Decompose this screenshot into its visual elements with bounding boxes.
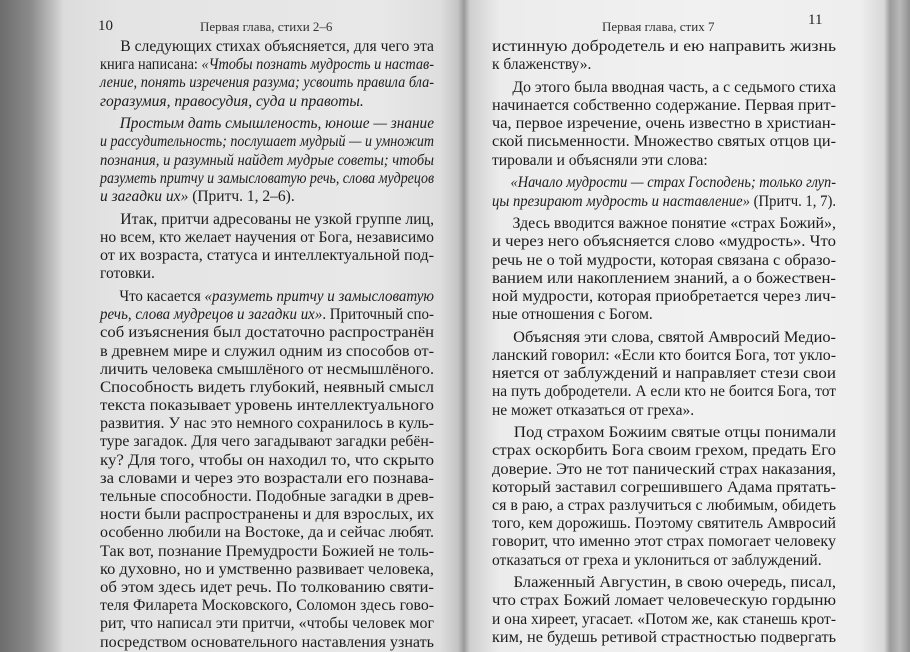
text-line	[100, 433, 434, 451]
text-line	[100, 615, 434, 633]
text-line	[492, 115, 836, 133]
text-line-content	[100, 361, 434, 379]
text-line-content	[100, 561, 434, 579]
italic-quote-segment: «Начало мудрости — страх Господень; только глуп-	[510, 174, 836, 192]
text-segment: теля Филарета Московского, Соломон здесь гово-	[100, 597, 434, 615]
text-segment: соб изъяснения был достаточно распространён	[100, 324, 434, 342]
text-line	[100, 470, 434, 488]
text-line	[100, 38, 434, 56]
text-segment: Так вот, познание Премудрости Божией не толь-	[100, 542, 434, 560]
italic-quote-segment: Простым дать смышленость, юноше — знание	[119, 115, 435, 133]
text-segment: на путь добродетели. А если кто не боится Бога, тот	[492, 383, 836, 401]
text-segment: особенно любили на Востоке, да и сейчас любят.	[100, 524, 434, 542]
text-line-content	[492, 592, 836, 610]
text-line-content	[492, 56, 591, 74]
text-line	[492, 79, 836, 97]
text-line-content	[100, 93, 364, 111]
text-line	[100, 152, 434, 170]
text-line-content	[100, 115, 434, 133]
page-text	[100, 38, 434, 652]
text-line-content	[100, 211, 434, 229]
text-line-content	[492, 611, 836, 629]
text-segment: ской письменности. Множество святых отцов ци-	[492, 133, 836, 151]
text-line	[100, 634, 434, 652]
text-line-content	[100, 324, 434, 342]
text-line-content	[100, 74, 434, 92]
text-line	[100, 74, 434, 92]
text-segment: начинается собственно содержание. Первая прит-	[492, 97, 836, 115]
page-text	[492, 38, 836, 647]
text-line	[100, 115, 434, 133]
text-line-content	[100, 543, 434, 561]
text-segment: истинную добродетель и ею направить жизнь	[492, 38, 836, 55]
text-line-content	[100, 188, 295, 206]
text-segment: и через него объясняется слово «мудрость». Что	[492, 233, 836, 251]
text-segment: доверие. Это не тот панический страх наказания,	[492, 460, 836, 478]
text-line-content	[492, 533, 836, 551]
text-line	[100, 415, 434, 433]
text-line-content	[492, 629, 836, 647]
text-line-content	[492, 215, 836, 233]
text-line	[100, 93, 434, 111]
text-segment: за словами и через это возрастали его познава-	[100, 469, 434, 487]
text-line	[492, 270, 836, 288]
text-line-content	[100, 170, 434, 188]
text-line	[100, 597, 434, 615]
text-segment: книга написана:	[100, 56, 202, 74]
text-segment: текста показывает уровень интеллектуального	[100, 397, 434, 415]
text-segment: ку? Для того, чтобы он находил то, что скрыто	[100, 451, 434, 469]
text-line	[100, 229, 434, 247]
italic-quote-segment: разуметь притчу и замысловатую речь, слова мудрецов	[100, 169, 434, 187]
text-line-content	[492, 497, 836, 515]
text-line	[100, 488, 434, 506]
text-line	[492, 365, 836, 383]
text-line-content	[492, 79, 836, 97]
text-segment: говорит, что именно этот страх помогает человеку	[492, 533, 836, 551]
italic-quote-segment: «разуметь притчу и замысловатую	[204, 287, 434, 305]
text-line-content	[100, 470, 434, 488]
text-line-content	[492, 174, 836, 192]
text-segment: речь не о той мудрости, которая связана с образо-	[492, 251, 836, 269]
text-line-content	[100, 524, 434, 542]
text-line-content	[492, 515, 836, 533]
text-line-content	[492, 97, 836, 115]
text-line	[492, 97, 836, 115]
text-line-content	[492, 402, 694, 420]
text-segment: туре загадок. Для чего загадывают загадки ребён-	[100, 433, 435, 451]
text-segment: ся в раю, а страх разлучиться с любимым, обидеть	[492, 497, 836, 514]
text-segment: посредством основательного наставления узнать	[100, 633, 434, 651]
text-line	[492, 174, 836, 192]
text-line	[492, 252, 836, 270]
text-line	[100, 397, 434, 415]
text-segment: того, кем дорожишь. Поэтому святитель Амвросий	[492, 515, 836, 533]
text-line-content	[492, 479, 836, 497]
text-line-content	[492, 152, 708, 170]
text-segment: Что касается	[119, 287, 205, 305]
text-line	[492, 533, 836, 551]
text-line	[100, 543, 434, 561]
text-line-content	[492, 383, 836, 401]
text-line-content	[492, 461, 836, 479]
text-line-content	[100, 38, 434, 56]
text-segment: ванием или накоплением знаний, а о божествен-	[492, 269, 836, 287]
text-line	[492, 461, 836, 479]
text-line-content	[100, 288, 434, 306]
text-segment: страх оскорбить Бога своим грехом, предать Его	[492, 442, 836, 460]
text-segment: ча, первое изречение, очень известно в христиан-	[492, 115, 836, 133]
text-line	[492, 193, 836, 211]
text-line-content	[492, 365, 836, 383]
text-line	[492, 329, 836, 347]
text-line	[100, 452, 434, 470]
italic-quote-segment: цы презирают мудрость и наставление»	[492, 192, 750, 210]
text-line	[492, 133, 836, 151]
text-line	[100, 133, 434, 151]
text-line	[100, 343, 434, 361]
italic-quote-segment: «Чтобы познать мудрость и настав-	[201, 56, 434, 74]
text-segment: готовки.	[100, 265, 155, 283]
text-line-content	[100, 265, 155, 283]
text-line	[492, 288, 836, 306]
italic-quote-segment: речь, слова мудрецов и загадки их»	[100, 306, 323, 324]
text-line	[100, 56, 434, 74]
text-line-content	[100, 615, 434, 633]
text-segment: личить человека смышлёного от несмышлёного.	[100, 360, 434, 378]
text-segment: который заставил согрешившего Адама прятать-	[492, 478, 836, 496]
text-line-content	[100, 397, 434, 415]
text-line	[492, 479, 836, 497]
text-segment: тировали и объясняли эти слова:	[492, 151, 708, 169]
text-line-content	[100, 247, 434, 265]
text-line-content	[100, 579, 434, 597]
text-line-content	[100, 634, 434, 652]
text-line	[100, 188, 434, 206]
text-line	[492, 629, 836, 647]
text-segment: к блаженству».	[492, 56, 592, 74]
text-line-content	[492, 347, 836, 365]
text-segment: До этого была вводная часть, а с седьмого стиха	[512, 78, 836, 96]
page-number: 11	[808, 12, 823, 28]
text-segment: рит, что написал эти притчи, «чтобы человек мог	[100, 615, 434, 633]
text-line	[492, 424, 836, 442]
text-segment: не может отказаться от греха».	[492, 401, 695, 419]
text-line	[492, 497, 836, 515]
text-line-content	[492, 252, 836, 270]
text-line-content	[100, 433, 434, 451]
text-line	[100, 379, 434, 397]
text-line-content	[100, 452, 434, 470]
text-segment: но всем, кто желает научения от Бога, независимо	[100, 228, 435, 246]
text-line-content	[492, 133, 836, 151]
text-line	[100, 361, 434, 379]
text-line	[492, 402, 836, 420]
text-segment: от их возраста, статуса и интеллектуальной под-	[100, 247, 434, 265]
italic-quote-segment: ление, понять изречения разума; усвоить правила бла-	[100, 74, 434, 92]
text-line	[100, 288, 434, 306]
text-line-content	[492, 424, 836, 442]
text-line-content	[100, 488, 434, 506]
text-line	[492, 515, 836, 533]
text-line	[492, 152, 836, 170]
italic-quote-segment: и загадки их»	[100, 188, 189, 205]
text-line	[100, 170, 434, 188]
text-line-content	[492, 270, 836, 288]
text-line	[492, 347, 836, 365]
text-segment: ности были распространены и для взрослых, их	[100, 506, 435, 524]
text-line	[492, 56, 836, 74]
text-line	[100, 247, 434, 265]
text-segment: отказаться от греха и уклониться от заблуждений.	[492, 551, 822, 569]
text-segment: (Притч. 1, 2–6).	[188, 188, 295, 205]
text-segment: об этом здесь идет речь. По толкованию святи-	[100, 578, 434, 596]
text-line-content	[492, 329, 836, 347]
text-segment: ко духовно, но и умственно развивает человека,	[100, 560, 434, 578]
text-line-content	[100, 379, 434, 397]
text-line-content	[100, 343, 434, 361]
text-segment: ким, не будешь ретивой страстностью подвергать	[492, 628, 836, 646]
text-line	[492, 383, 836, 401]
text-line	[100, 211, 434, 229]
text-segment: (Притч. 1, 7).	[749, 192, 836, 210]
running-header: Первая глава, стих 7	[602, 19, 715, 34]
page-number: 10	[98, 18, 113, 34]
text-segment: что страх Божий ломает человеческую гордыню	[492, 592, 836, 610]
text-line-content	[100, 506, 434, 524]
text-line	[492, 38, 836, 56]
text-line	[100, 579, 434, 597]
text-segment: Под страхом Божиим святые отцы понимали	[513, 424, 836, 442]
text-segment: развития. У нас это немного сохранилось в куль-	[100, 415, 435, 433]
text-line	[492, 592, 836, 610]
text-segment: ланский говорил: «Если кто боится Бога, тот укло-	[492, 347, 836, 364]
text-line	[100, 306, 434, 324]
text-line-content	[492, 288, 836, 306]
text-line	[492, 574, 836, 592]
text-line	[492, 215, 836, 233]
text-line-content	[492, 38, 836, 56]
text-line-content	[100, 133, 434, 151]
text-segment: В следующих стихах объясняется, для чего эта	[120, 38, 435, 55]
text-line-content	[492, 115, 836, 133]
text-line	[100, 265, 434, 283]
text-line	[492, 233, 836, 251]
text-segment: в древнем мире и служил одним из способов от-	[100, 342, 434, 360]
text-line-content	[100, 415, 434, 433]
text-segment: . Приточный спо-	[322, 306, 434, 324]
text-line-content	[492, 306, 653, 324]
text-line-content	[100, 152, 434, 170]
text-line-content	[492, 442, 836, 460]
text-line	[100, 324, 434, 342]
text-line-content	[100, 56, 434, 74]
text-segment: Итак, притчи адресованы не узкой группе лиц,	[120, 210, 435, 228]
text-segment: Способность видеть глубокий, неявный смысл	[100, 378, 434, 396]
text-line-content	[100, 229, 434, 247]
text-line-content	[492, 574, 836, 592]
italic-quote-segment: горазумия, правосудия, суда и правоты.	[100, 92, 364, 110]
text-segment: ные отношения с Богом.	[492, 306, 653, 324]
text-segment: и она хиреет, угасает. «Потом же, как станешь крот-	[492, 610, 836, 628]
text-segment: Блаженный Августин, в свою очередь, писал,	[513, 574, 836, 592]
text-line	[492, 306, 836, 324]
text-line	[100, 561, 434, 579]
text-line-content	[100, 597, 434, 615]
italic-quote-segment: и рассудительность; послушает мудрый — и умножит	[100, 133, 434, 151]
text-segment: Здесь вводится важное понятие «страх Божий»,	[512, 215, 836, 233]
text-line-content	[492, 552, 822, 570]
running-header: Первая глава, стихи 2–6	[200, 19, 333, 34]
text-segment: тельные способности. Подобные загадки в древ-	[100, 488, 434, 505]
text-segment: няется от заблуждений и направляет стези свои	[492, 365, 836, 383]
text-segment: ной мудрости, которая приобретается через лич-	[492, 287, 836, 305]
text-line	[492, 611, 836, 629]
text-line	[492, 442, 836, 460]
text-line	[100, 524, 434, 542]
text-line-content	[492, 233, 836, 251]
italic-quote-segment: познания, и разумный найдет мудрые советы; чтобы	[100, 151, 434, 169]
text-line-content	[100, 306, 434, 324]
text-segment: Объясняя эти слова, святой Амвросий Медио-	[513, 328, 836, 346]
text-line-content	[492, 193, 836, 211]
text-line	[100, 506, 434, 524]
text-line	[492, 552, 836, 570]
